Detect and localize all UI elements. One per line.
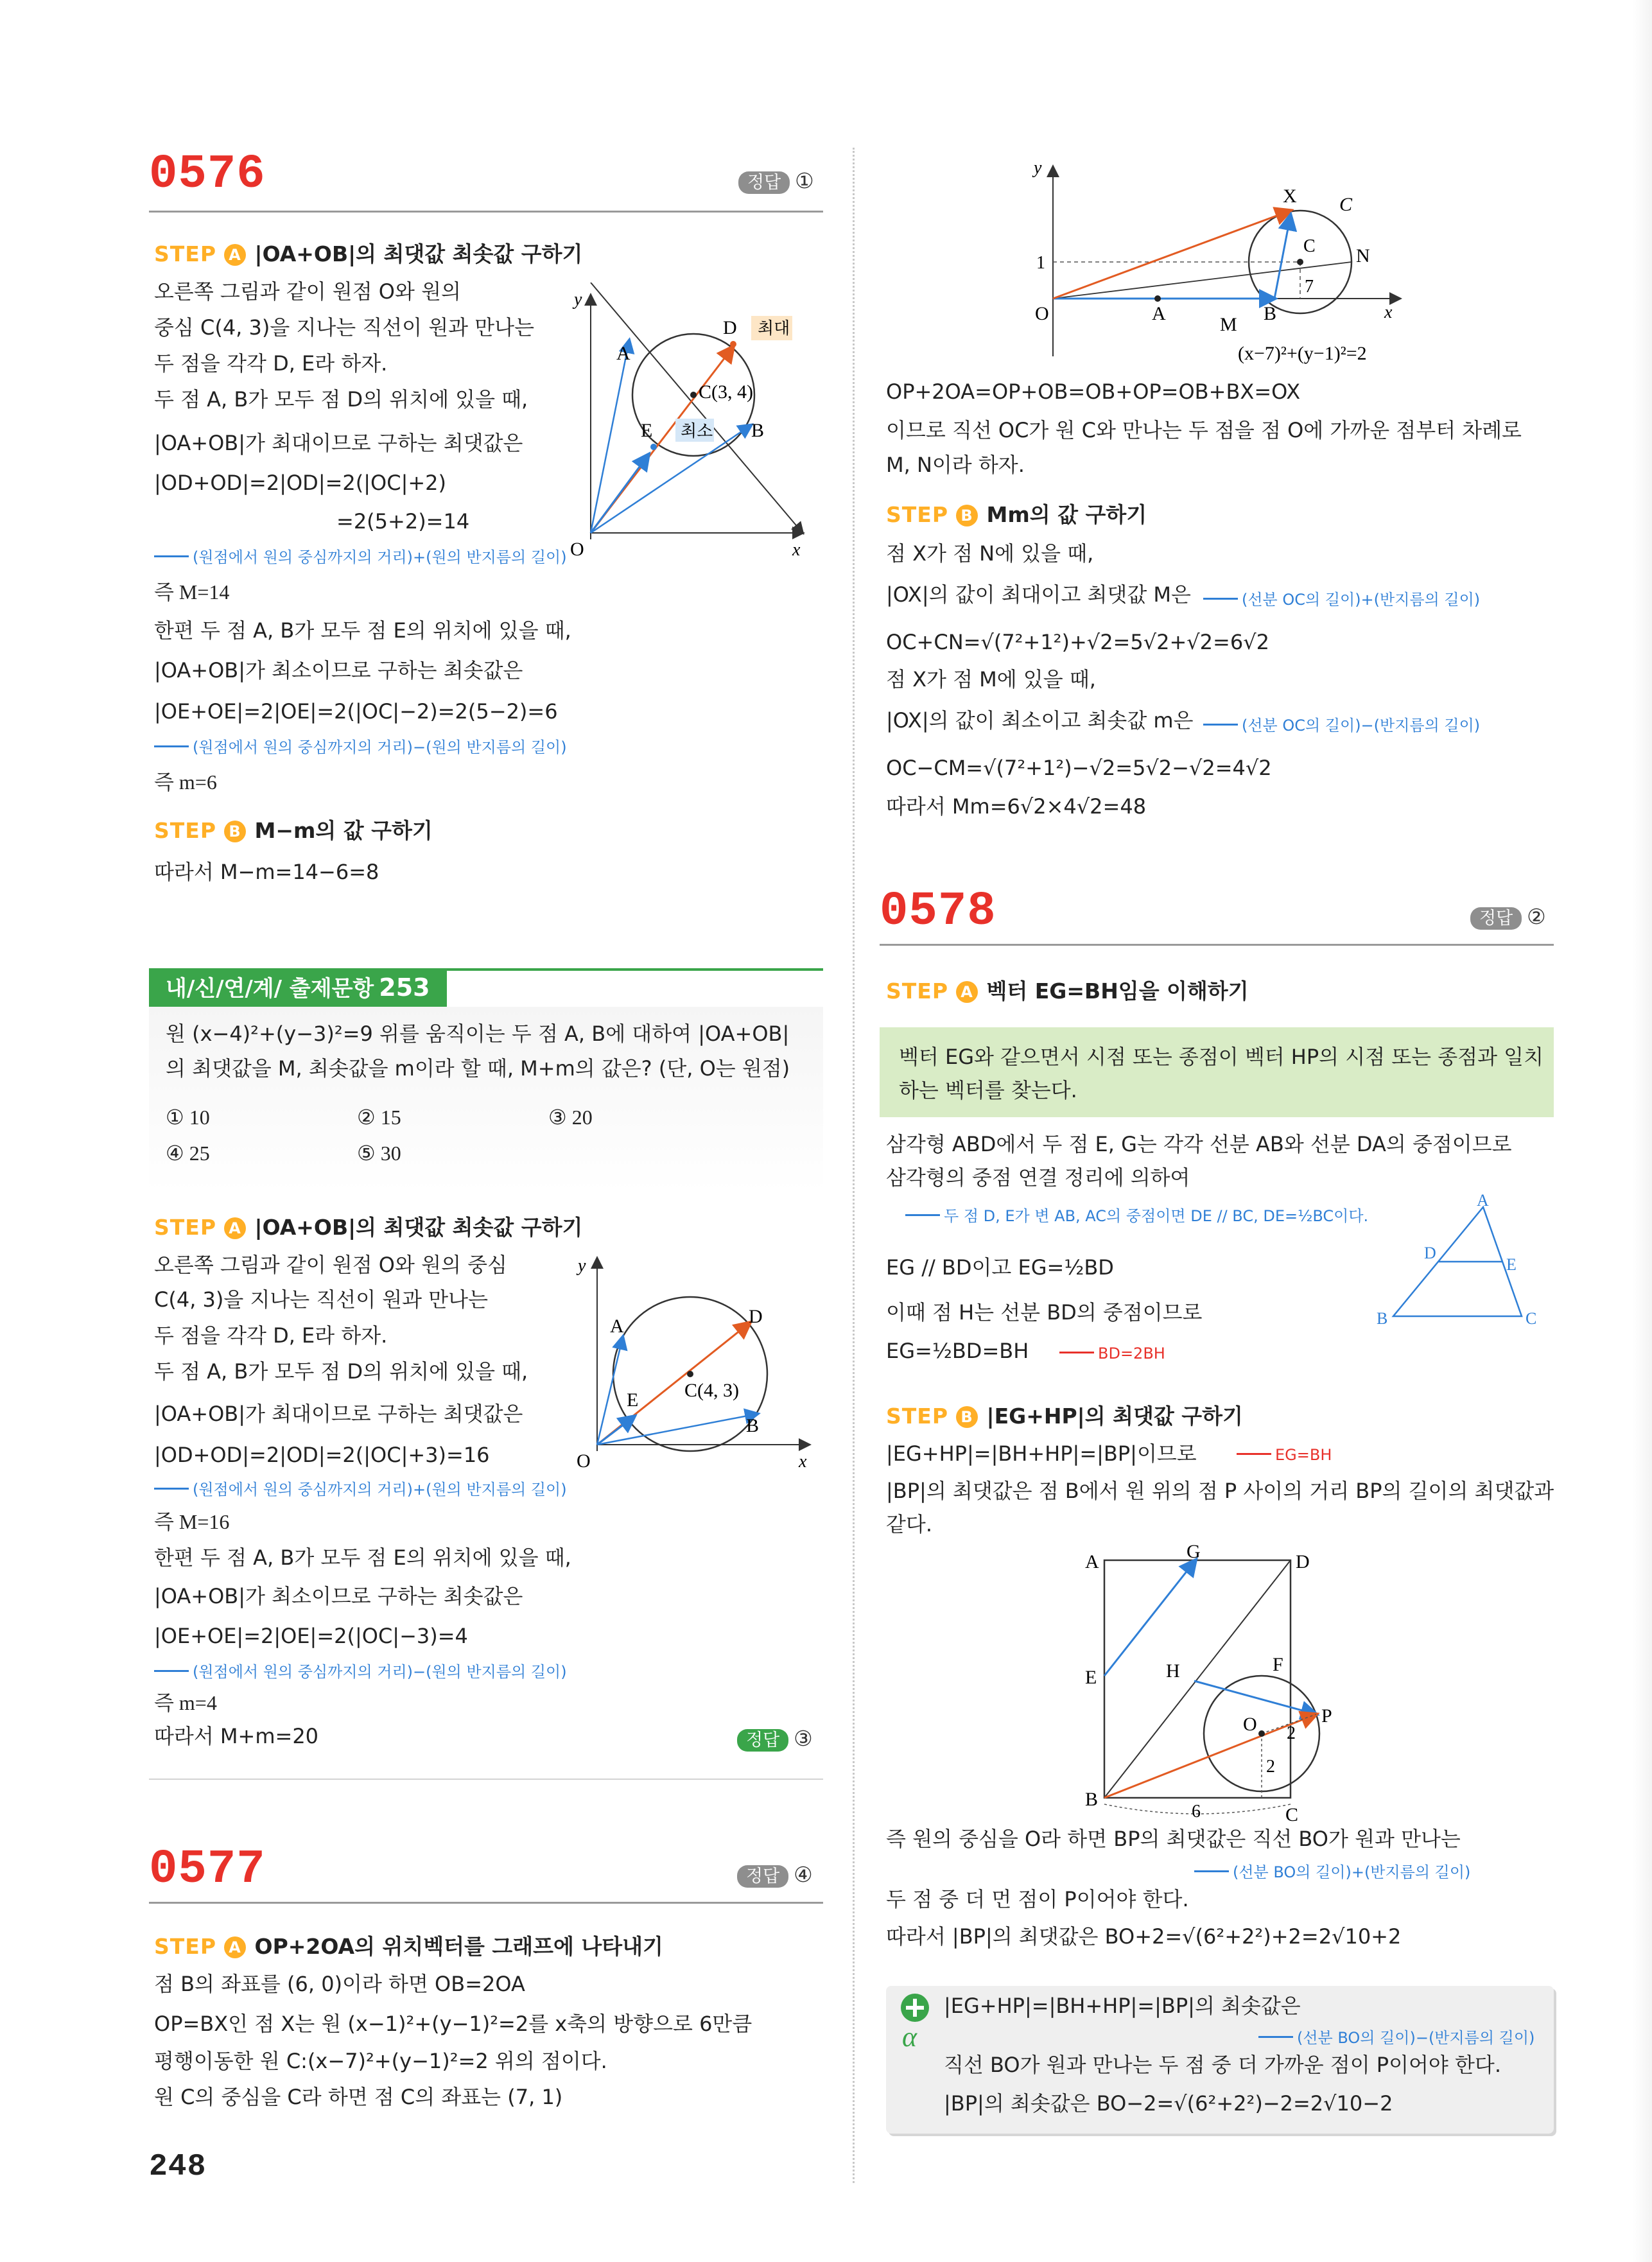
formula-line: OC+CN=√(7²+1²)+√2=5√2+√2=6√2 — [886, 630, 1269, 654]
rectangle-circle-figure — [1079, 1541, 1374, 1823]
svg-text:D: D — [723, 317, 737, 338]
text-line: 중심 C(4, 3)을 지나는 직선이 원과 만나는 — [154, 315, 535, 340]
svg-text:최대: 최대 — [758, 319, 790, 338]
annotation-note: 두 점 D, E가 변 AB, AC의 중점이면 DE // BC, DE=½BC이다. — [905, 1203, 1368, 1226]
svg-text:C(3, 4): C(3, 4) — [699, 381, 753, 403]
svg-text:D: D — [1424, 1244, 1436, 1262]
heading-rule — [149, 1902, 823, 1904]
svg-text:C: C — [1285, 1804, 1299, 1823]
svg-text:A: A — [1152, 303, 1166, 324]
final-line: 따라서 M−m=14−6=8 — [154, 860, 379, 884]
choice: ③ 20 — [548, 1106, 593, 1129]
result-line: 즉 M=16 — [154, 1510, 230, 1533]
text-line: 원 C의 중심을 C라 하면 점 C의 좌표는 (7, 1) — [154, 2085, 563, 2109]
choice: ② 15 — [357, 1106, 401, 1129]
tip-line: 직선 BO가 원과 만나는 두 점 중 더 가까운 점이 P이어야 한다. — [944, 2053, 1502, 2077]
text-line: |BP|의 최댓값은 점 B에서 원 위의 점 P 사이의 거리 BP의 길이의 최댓값과 — [886, 1479, 1554, 1503]
svg-text:X: X — [1283, 186, 1297, 207]
svg-text:D: D — [749, 1306, 763, 1327]
text-line: OP=BX인 점 X는 원 (x−1)²+(y−1)²=2를 x축의 방향으로 6만큼 — [154, 2012, 752, 2036]
problem-number-0578: 0578 — [880, 885, 996, 939]
step-a-heading-0577: STEP A OP+2OA의 위치벡터를 그래프에 나타내기 — [154, 1934, 663, 1959]
svg-text:B: B — [1377, 1309, 1388, 1328]
svg-text:E: E — [641, 420, 653, 441]
formula-line: |OD+OD|=2|OD|=2(|OC|+2) — [154, 471, 446, 495]
svg-text:1: 1 — [1036, 253, 1045, 273]
text-line: |OA+OB|가 최소이므로 구하는 최솟값은 — [154, 658, 523, 683]
text-line: |OX|의 값이 최대이고 최댓값 M은 — [886, 582, 1191, 607]
annotation-note: (원점에서 원의 중심까지의 거리)+(원의 반지름의 길이) — [154, 544, 567, 567]
svg-text:y: y — [578, 1256, 586, 1276]
text-line: 평행이동한 원 C:(x−7)²+(y−1)²=2 위의 점이다. — [154, 2049, 607, 2073]
tip-line: |EG+HP|=|BH+HP|=|BP|의 최솟값은 — [944, 1994, 1301, 2018]
midpoint-triangle-figure — [1374, 1194, 1547, 1342]
svg-text:A: A — [616, 343, 630, 364]
answer-0576 — [738, 168, 814, 193]
text-line: 같다. — [886, 1512, 932, 1536]
text-line: |OX|의 값이 최소이고 최솟값 m은 — [886, 708, 1194, 733]
text-line: |OA+OB|가 최대이므로 구하는 최댓값은 — [154, 1402, 523, 1426]
final-line: 따라서 Mm=6√2×4√2=48 — [886, 794, 1147, 819]
result-line: 즉 m=4 — [154, 1691, 217, 1714]
svg-text:최소: 최소 — [681, 422, 713, 440]
svg-text:α: α — [902, 2021, 917, 2050]
text-line: 이므로 직선 OC가 원 C와 만나는 두 점을 점 O에 가까운 점부터 차례로 — [886, 418, 1522, 442]
svg-text:M: M — [1220, 314, 1237, 335]
answer-value: ① — [795, 168, 814, 193]
text-line: 한편 두 점 A, B가 모두 점 E의 위치에 있을 때, — [154, 1545, 571, 1570]
annotation-note: EG=BH — [1237, 1446, 1332, 1464]
link-tag: 내/신/연/계/ 출제문항 253 — [149, 968, 447, 1007]
svg-text:2: 2 — [1266, 1757, 1275, 1777]
answer-0578: 정답 ② — [1470, 904, 1546, 929]
plus-alpha-icon — [896, 1992, 934, 2050]
answer-tag: 정답 — [738, 171, 790, 194]
text-line: 즉 원의 중심을 O라 하면 BP의 최댓값은 직선 BO가 원과 만나는 — [886, 1827, 1461, 1851]
text-line: C(4, 3)을 지나는 직선이 원과 만나는 — [154, 1287, 489, 1312]
svg-text:G: G — [1187, 1541, 1201, 1562]
choice: ④ 25 — [166, 1142, 210, 1165]
text-line: 오른쪽 그림과 같이 원점 O와 원의 — [154, 279, 461, 304]
svg-text:C: C — [1339, 194, 1353, 215]
formula-line: |OD+OD|=2|OD|=2(|OC|+3)=16 — [154, 1443, 490, 1467]
svg-text:C: C — [1303, 236, 1316, 256]
svg-text:E: E — [627, 1389, 639, 1411]
hint-line: 벡터 EG와 같으면서 시점 또는 종점이 벡터 HP의 시점 또는 종점과 일치 — [899, 1045, 1543, 1069]
answer-link: 정답 ③ — [737, 1726, 813, 1751]
text-line: 한편 두 점 A, B가 모두 점 E의 위치에 있을 때, — [154, 618, 571, 643]
heading-rule — [149, 211, 823, 213]
formula-line: |OE+OE|=2|OE|=2(|OC|−3)=4 — [154, 1624, 468, 1648]
svg-text:A: A — [610, 1316, 624, 1337]
heading-rule — [880, 944, 1554, 946]
formula-line: OP+2OA=OP+OB=OB+OP=OB+BX=OX — [886, 379, 1301, 404]
text-line: 점 B의 좌표를 (6, 0)이라 하면 OB=2OA — [154, 1972, 525, 1996]
hint-line: 하는 벡터를 찾는다. — [899, 1078, 1077, 1102]
annotation-note: (원점에서 원의 중심까지의 거리)−(원의 반지름의 길이) — [154, 1659, 567, 1682]
annotation-note: (원점에서 원의 중심까지의 거리)+(원의 반지름의 길이) — [154, 1477, 567, 1499]
svg-text:O: O — [577, 1450, 591, 1470]
svg-text:x: x — [799, 1452, 807, 1470]
text-line: 두 점 중 더 먼 점이 P이어야 한다. — [886, 1887, 1189, 1911]
final-line: 따라서 |BP|의 최댓값은 BO+2=√(6²+2²)+2=2√10+2 — [886, 1924, 1402, 1949]
svg-text:D: D — [1296, 1551, 1310, 1572]
step-title: |OA+OB|의 최댓값 최솟값 구하기 — [254, 241, 583, 266]
svg-text:y: y — [1034, 158, 1042, 178]
step-label: STEP — [154, 241, 217, 266]
svg-text:A: A — [1085, 1551, 1099, 1572]
column-divider — [853, 148, 855, 2183]
final-line: 따라서 M+m=20 — [154, 1724, 319, 1748]
svg-text:E: E — [1085, 1667, 1097, 1688]
step-b-heading-0577: STEP B Mm의 값 구하기 — [886, 502, 1147, 527]
problem-number-0576: 0576 — [149, 148, 266, 202]
tip-line: |BP|의 최솟값은 BO−2=√(6²+2²)−2=2√10−2 — [944, 2091, 1393, 2116]
svg-text:A: A — [1477, 1194, 1489, 1210]
formula-line: EG=½BD=BH — [886, 1339, 1029, 1363]
svg-text:E: E — [1506, 1255, 1517, 1274]
step-a-heading-0578: STEP A 벡터 EG=BH임을 이해하기 — [886, 979, 1249, 1004]
text-line: |OA+OB|가 최대이므로 구하는 최댓값은 — [154, 431, 523, 455]
result-line: 즉 M=14 — [154, 580, 230, 604]
formula-line: OC−CM=√(7²+1²)−√2=5√2−√2=4√2 — [886, 756, 1272, 780]
question-line: 의 최댓값을 M, 최솟값을 m이라 할 때, M+m의 값은? (단, O는 원점) — [166, 1056, 790, 1081]
svg-text:H: H — [1166, 1660, 1180, 1682]
svg-text:B: B — [751, 420, 765, 441]
problem-number-0577: 0577 — [149, 1843, 266, 1897]
choice: ① 10 — [166, 1106, 210, 1129]
text-line: 두 점 A, B가 모두 점 D의 위치에 있을 때, — [154, 1359, 528, 1384]
text-line: 삼각형의 중점 연결 정리에 의하여 — [886, 1165, 1190, 1190]
step-letter: A — [224, 244, 246, 266]
svg-text:F: F — [1273, 1654, 1283, 1675]
step-b-heading-0576: STEP B M−m의 값 구하기 — [154, 818, 433, 843]
formula-line: |OE+OE|=2|OE|=2(|OC|−2)=2(5−2)=6 — [154, 699, 558, 724]
formula-line: |EG+HP|=|BH+HP|=|BP|이므로 — [886, 1441, 1197, 1466]
annotation-note: BD=2BH — [1059, 1344, 1165, 1362]
annotation-note: (선분 BO의 길이)−(반지름의 길이) — [1258, 2025, 1535, 2048]
annotation-note: (원점에서 원의 중심까지의 거리)−(원의 반지름의 길이) — [154, 735, 567, 757]
step-a-heading-0576 — [154, 238, 582, 268]
text-line: 점 X가 점 N에 있을 때, — [886, 541, 1094, 566]
text-line: 두 점을 각각 D, E라 하자. — [154, 351, 388, 376]
text-line: 삼각형 ABD에서 두 점 E, G는 각각 선분 AB와 선분 DA의 중점이므로 — [886, 1132, 1512, 1156]
svg-text:x: x — [1384, 302, 1393, 322]
circle-figure-link — [571, 1252, 828, 1470]
svg-text:O: O — [1243, 1714, 1257, 1735]
svg-text:C: C — [1526, 1309, 1537, 1328]
svg-text:B: B — [1264, 303, 1277, 324]
annotation-note: (선분 OC의 길이)−(반지름의 길이) — [1203, 713, 1480, 735]
svg-text:2: 2 — [1287, 1723, 1296, 1743]
svg-text:B: B — [746, 1415, 760, 1436]
svg-text:O: O — [1035, 303, 1049, 324]
circle-figure-0577 — [1002, 154, 1425, 372]
text-line: |OA+OB|가 최소이므로 구하는 최솟값은 — [154, 1584, 523, 1608]
svg-text:B: B — [1085, 1789, 1099, 1810]
text-line: 점 X가 점 M에 있을 때, — [886, 667, 1096, 692]
text-line: 두 점 A, B가 모두 점 D의 위치에 있을 때, — [154, 387, 528, 412]
step-a-heading-link: STEP A |OA+OB|의 최댓값 최솟값 구하기 — [154, 1215, 583, 1240]
svg-text:N: N — [1356, 245, 1370, 266]
formula-line: EG // BD이고 EG=½BD — [886, 1255, 1114, 1280]
section-rule — [149, 1779, 823, 1780]
question-line: 원 (x−4)²+(y−3)²=9 위를 움직이는 두 점 A, B에 대하여 |OA+OB| — [166, 1022, 790, 1046]
step-b-heading-0578: STEP B |EG+HP|의 최댓값 구하기 — [886, 1404, 1243, 1429]
svg-text:P: P — [1321, 1705, 1332, 1727]
text-line: M, N이라 하자. — [886, 453, 1025, 477]
annotation-note: (선분 OC의 길이)+(반지름의 길이) — [1203, 587, 1480, 609]
svg-text:x: x — [792, 540, 801, 559]
svg-text:6: 6 — [1192, 1802, 1201, 1822]
result-line: 즉 m=6 — [154, 770, 217, 794]
svg-text:(x−7)²+(y−1)²=2: (x−7)²+(y−1)²=2 — [1238, 343, 1367, 364]
svg-text:y: y — [574, 290, 582, 309]
annotation-note: (선분 BO의 길이)+(반지름의 길이) — [1194, 1859, 1470, 1882]
svg-text:C(4, 3): C(4, 3) — [684, 1380, 739, 1401]
svg-text:7: 7 — [1305, 277, 1314, 297]
svg-text:O: O — [570, 539, 584, 559]
text-line: 이때 점 H는 선분 BD의 중점이므로 — [886, 1300, 1203, 1325]
circle-figure-0576 — [565, 283, 822, 559]
answer-0577: 정답 ④ — [737, 1862, 813, 1887]
text-line: 오른쪽 그림과 같이 원점 O와 원의 중심 — [154, 1253, 507, 1277]
text-line: 두 점을 각각 D, E라 하자. — [154, 1323, 388, 1348]
page-number: 248 — [149, 2150, 207, 2184]
page-edge — [1633, 0, 1652, 2262]
formula-line: =2(5+2)=14 — [336, 509, 470, 534]
choice: ⑤ 30 — [357, 1142, 401, 1165]
